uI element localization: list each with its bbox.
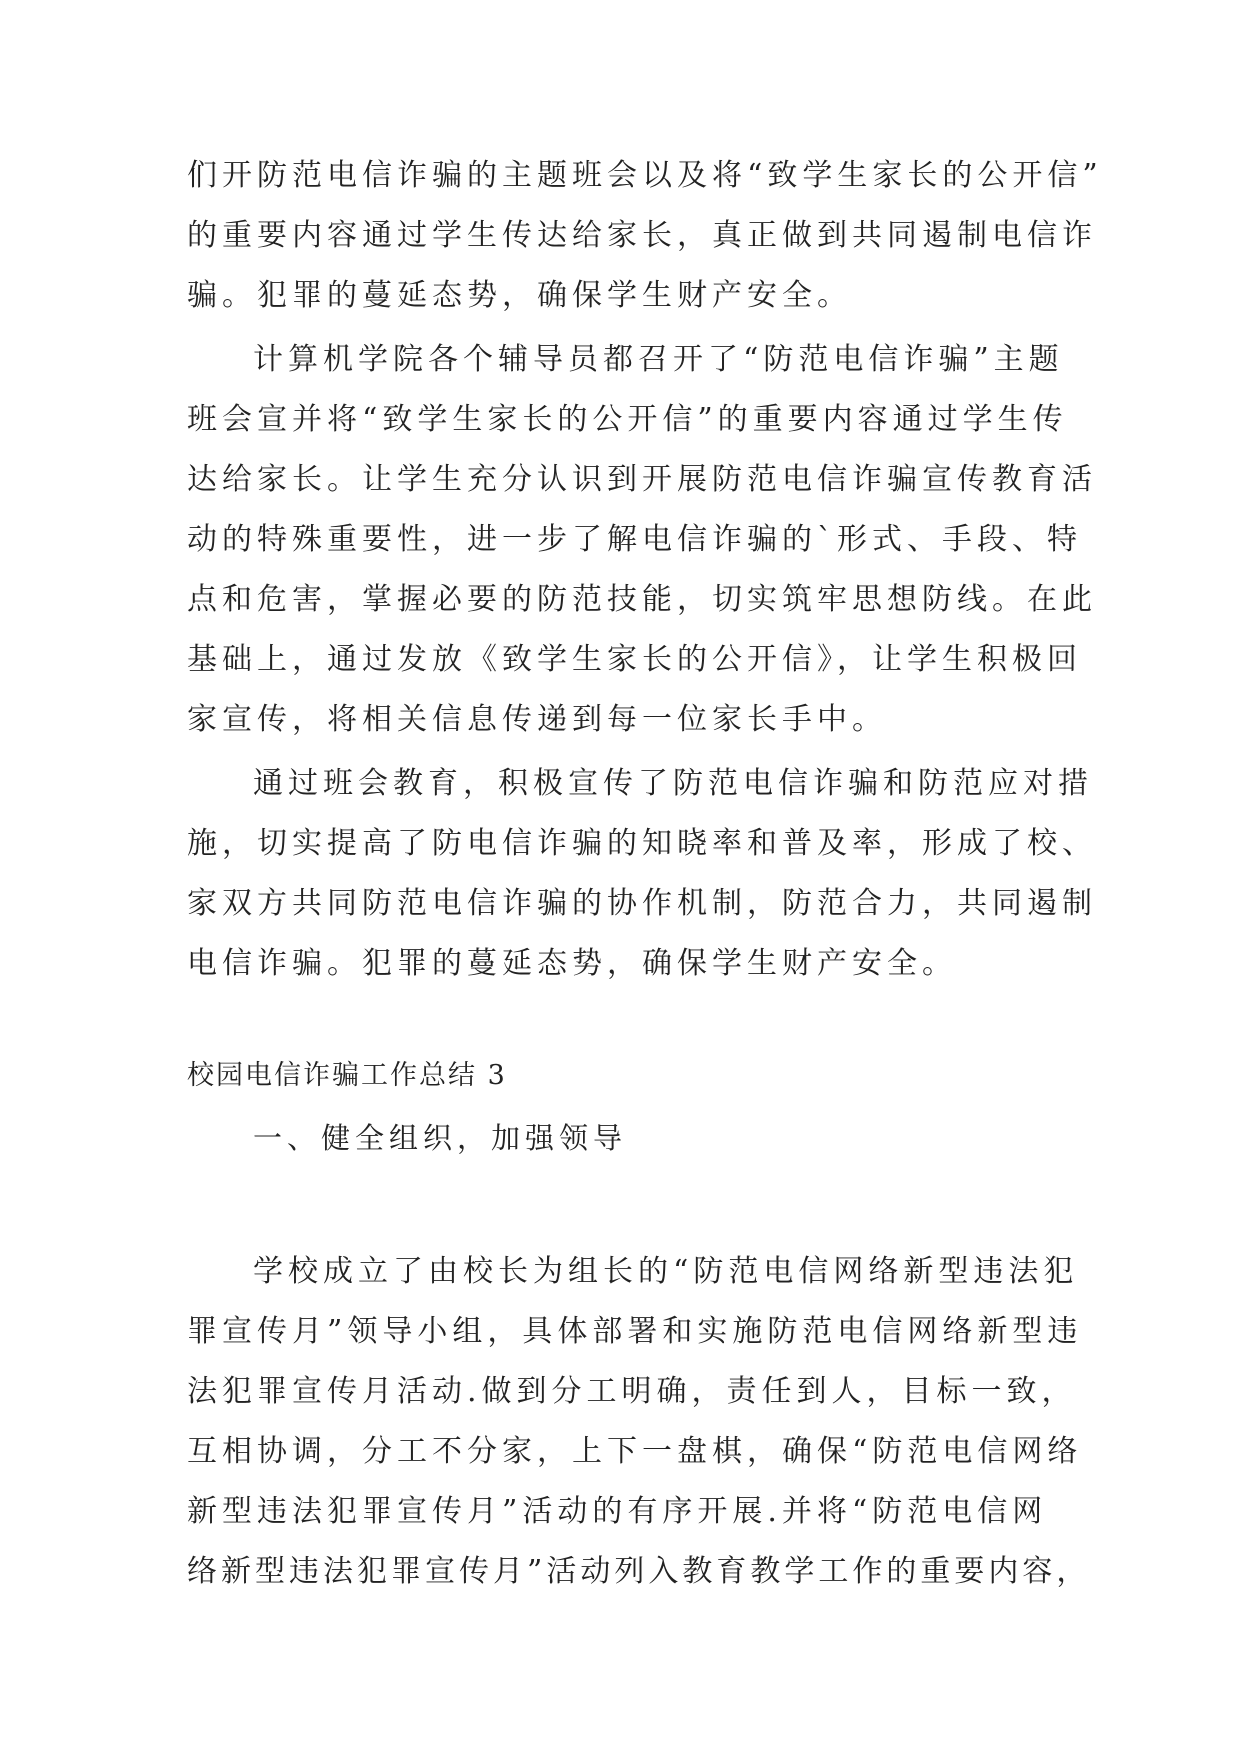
paragraph-4-line-5: 新型违法犯罪宣传月”活动的有序开展.并将“防范电信网 <box>187 1494 1048 1529</box>
paragraph-2-line-7: 家宣传，将相关信息传递到每一位家长手中。 <box>187 702 887 737</box>
paragraph-4-line-1: 学校成立了由校长为组长的“防范电信网络新型违法犯 <box>253 1254 1079 1289</box>
paragraph-2-line-1: 计算机学院各个辅导员都召开了“防范电信诈骗”主题 <box>253 342 1064 377</box>
paragraph-2-line-3: 达给家长。让学生充分认识到开展防范电信诈骗宣传教育活 <box>187 462 1097 497</box>
paragraph-2-line-4: 动的特殊重要性，进一步了解电信诈骗的`形式、手段、特 <box>187 522 1082 557</box>
paragraph-4-line-3: 法犯罪宣传月活动.做到分工明确，责任到人，目标一致， <box>187 1374 1077 1409</box>
paragraph-2-line-5: 点和危害，掌握必要的防范技能，切实筑牢思想防线。在此 <box>187 582 1097 617</box>
paragraph-2-line-2: 班会宣并将“致学生家长的公开信”的重要内容通过学生传 <box>187 402 1068 437</box>
paragraph-1-line-1: 们开防范电信诈骗的主题班会以及将“致学生家长的公开信” <box>187 158 1103 193</box>
paragraph-1-line-3: 骗。犯罪的蔓延态势，确保学生财产安全。 <box>187 278 852 313</box>
paragraph-3-line-2: 施，切实提高了防电信诈骗的知晓率和普及率，形成了校、 <box>187 826 1097 861</box>
section-title: 校园电信诈骗工作总结 3 <box>187 1060 507 1091</box>
paragraph-3-line-3: 家双方共同防范电信诈骗的协作机制，防范合力，共同遏制 <box>187 886 1097 921</box>
paragraph-2-line-6: 基础上，通过发放《致学生家长的公开信》，让学生积极回 <box>187 642 1082 677</box>
paragraph-4-line-6: 络新型违法犯罪宣传月”活动列入教育教学工作的重要内容， <box>187 1554 1091 1589</box>
paragraph-4-line-2: 罪宣传月”领导小组，具体部署和实施防范电信网络新型违 <box>187 1314 1083 1349</box>
subsection-title: 一、健全组织，加强领导 <box>253 1121 628 1155</box>
paragraph-4-line-4: 互相协调，分工不分家，上下一盘棋，确保“防范电信网络 <box>187 1434 1083 1469</box>
paragraph-3-line-1: 通过班会教育，积极宣传了防范电信诈骗和防范应对措 <box>253 766 1093 801</box>
paragraph-3-line-4: 电信诈骗。犯罪的蔓延态势，确保学生财产安全。 <box>187 946 957 981</box>
paragraph-1-line-2: 的重要内容通过学生传达给家长，真正做到共同遏制电信诈 <box>187 218 1097 253</box>
